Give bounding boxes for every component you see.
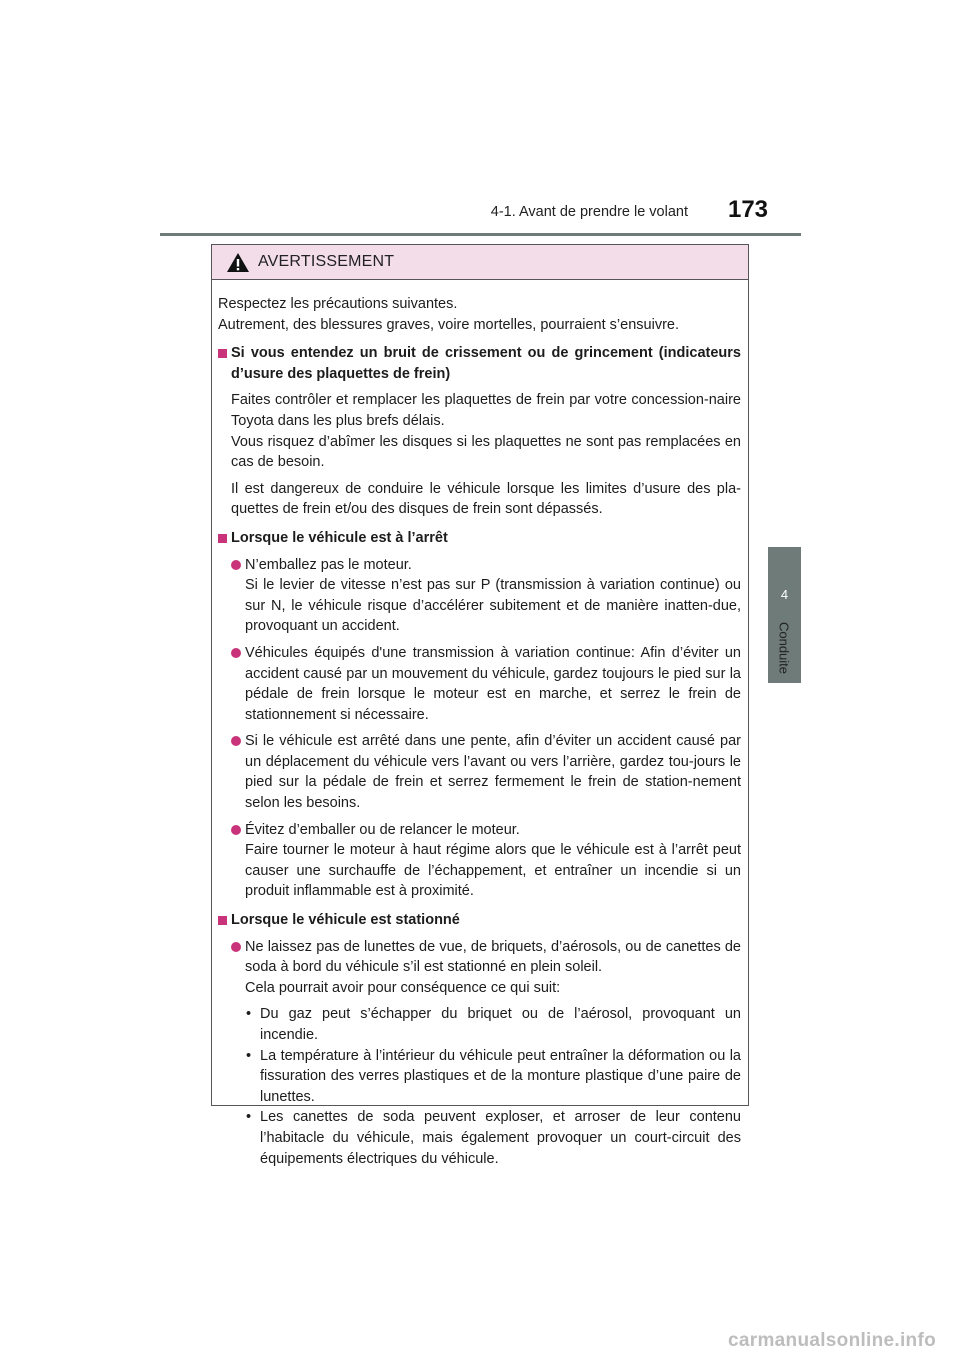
list-item	[218, 555, 741, 637]
paragraph-line: Vous risquez d’abîmer les disques si les plaquettes ne sont pas remplacées en cas de besoin.	[231, 433, 741, 471]
sub-list-text: Du gaz peut s’échapper du briquet ou de l’aérosol, provoquant un incendie.	[260, 1006, 741, 1043]
paragraph-line: Faites contrôler et remplacer les plaquettes de frein par votre concession-naire Toyota dans les plus brefs délais.	[231, 392, 741, 429]
sub-list-text: Les canettes de soda peuvent exploser, et arroser de leur contenu l’habitacle du véhicule, mais également provoquer un court-circuit des équipements électriques du véhicule.	[260, 1109, 741, 1167]
intro-line: Autrement, des blessures graves, voire mortelles, pourraient s’ensuivre.	[218, 316, 679, 333]
square-bullet-icon	[218, 534, 227, 543]
intro-line: Respectez les précautions suivantes.	[218, 296, 458, 312]
sub-list	[218, 1004, 741, 1169]
list-item	[218, 820, 741, 902]
bullet-line: Si le véhicule est arrêté dans une pente, afin d’éviter un accident causé par un déplacement du véhicule vers l’avant ou vers l’arrière, gardez tou-jours le pied sur la pédale de frein et serrez fermement le frein de station-nement selon les besoins.	[245, 733, 741, 812]
circle-bullet-icon	[231, 942, 241, 952]
sub-list-item	[246, 1004, 741, 1045]
page-number: 173	[727, 196, 769, 223]
section-title-text: Lorsque le véhicule est à l’arrêt	[231, 529, 448, 546]
sub-list-text: La température à l’intérieur du véhicule peut entraîner la déformation ou la fissuration des verres plastiques et de la monture plastique d’une paire de lunettes.	[260, 1047, 741, 1105]
list-item	[218, 731, 741, 813]
chapter-label-text: Conduite	[776, 621, 792, 675]
section-title-text: Lorsque le véhicule est stationné	[231, 912, 460, 929]
sub-list-item	[246, 1046, 741, 1108]
dot-marker-icon: •	[246, 1109, 252, 1126]
bullet-line: N’emballez pas le moteur.	[245, 556, 412, 573]
warning-header	[212, 245, 748, 280]
section-paragraph	[218, 390, 741, 472]
bullet-line: Faire tourner le moteur à haut régime alors que le véhicule est à l’arrêt peut causer une surchauffe de l’échappement, et entraîner un incendie si un produit inflammable est à proximité.	[245, 842, 741, 900]
warning-title: AVERTISSEMENT	[258, 253, 395, 270]
section-title-brake-wear	[218, 343, 741, 384]
bullet-line: Véhicules équipés d'une transmission à variation continue: Afin d’éviter un accident causé par un mouvement du véhicule, gardez toujours le pied sur la pédale de frein lorsque le moteur est en marche, et serrez le frein de stationnement si nécessaire.	[245, 644, 741, 723]
section-title-text: Si vous entendez un bruit de crissement ou de grincement (indicateurs d’usure des plaquettes de frein)	[231, 345, 741, 382]
circle-bullet-icon	[231, 825, 241, 835]
bullet-line: Si le levier de vitesse n’est pas sur P (transmission à variation continue) ou sur N, le véhicule risque d’accélérer subitement et de manière inatten-due, provoquant un accident.	[245, 577, 741, 635]
square-bullet-icon	[218, 349, 227, 358]
header-rule	[160, 233, 801, 236]
list-item	[218, 643, 741, 725]
chapter-number: 4	[780, 587, 789, 602]
dot-marker-icon: •	[246, 1006, 252, 1023]
bullet-line: Ne laissez pas de lunettes de vue, de briquets, d’aérosols, ou de canettes de soda à bord du véhicule s’il est stationné en plein soleil.	[245, 938, 741, 976]
circle-bullet-icon	[231, 560, 241, 570]
dot-marker-icon: •	[246, 1047, 252, 1064]
list-item	[218, 937, 741, 999]
bullet-line: Cela pourrait avoir pour conséquence ce qui suit:	[245, 979, 561, 996]
running-header-section: 4-1. Avant de prendre le volant	[490, 204, 688, 220]
circle-bullet-icon	[231, 648, 241, 658]
warning-triangle-icon	[226, 252, 250, 273]
section-paragraph	[218, 479, 741, 520]
chapter-label	[766, 612, 802, 684]
square-bullet-icon	[218, 916, 227, 925]
watermark-link[interactable]: carmanualsonline.info	[728, 1330, 936, 1351]
warning-intro	[218, 294, 741, 335]
warning-box	[211, 244, 749, 1167]
bullet-line: Évitez d’emballer ou de relancer le moteur.	[245, 821, 520, 838]
warning-body	[212, 280, 748, 1169]
section-title-stopped	[218, 528, 741, 549]
sub-list-item	[246, 1107, 741, 1169]
section-title-parked	[218, 910, 741, 931]
paragraph-line: Il est dangereux de conduire le véhicule lorsque les limites d’usure des pla-quettes de frein et/ou des disques de frein sont dépassés.	[231, 480, 741, 518]
circle-bullet-icon	[231, 736, 241, 746]
